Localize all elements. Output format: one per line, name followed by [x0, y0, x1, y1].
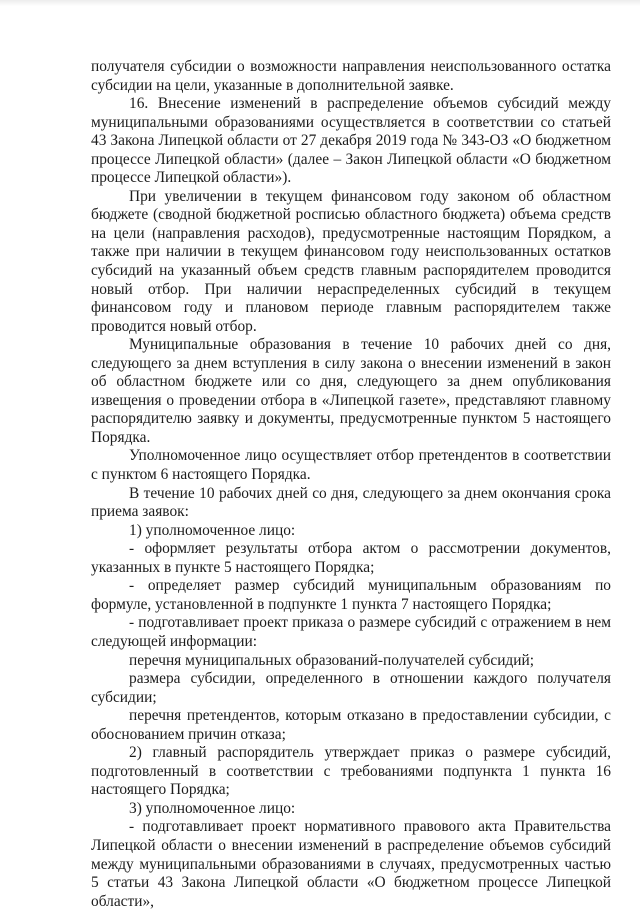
- paragraph-authorized-selection: Уполномоченное лицо осуществляет отбор претендентов в соответствии с пунктом 6 настоящего Порядка.: [91, 447, 611, 484]
- order-info-3: перечня претендентов, которым отказано в предоставлении субсидии, с обоснованием причин отказа;: [91, 707, 611, 743]
- list-item-1: 1) уполномоченное лицо:: [129, 521, 296, 539]
- list-item-3-dash-1: - подготавливает проект нормативного правового акта Правительства Липецкой области о внесении изменений в распределение объемов субсидий между муниципальными образованиями в случаях, предусмотренных частью 5 статьи 43 Закона Липецкой области «О бюджетном процессе Липецкой области»,: [91, 818, 611, 910]
- document-body: [91, 58, 611, 911]
- list-item-2: 2) главный распорядитель утверждает приказ о размере субсидий, подготовленный в соответствии с требованиями подпункта 1 пункта 16 настоящего Порядка;: [91, 744, 611, 799]
- list-item-1-dash-1: - оформляет результаты отбора актом о рассмотрении документов, указанных в пункте 5 настоящего Порядка;: [91, 540, 611, 576]
- list-item-3: 3) уполномоченное лицо:: [129, 799, 296, 817]
- order-info-1: перечня муниципальных образований-получателей субсидий;: [129, 651, 535, 669]
- list-item-1-dash-3: - подготавливает проект приказа о размере субсидий с отражением в нем следующей информации:: [91, 614, 611, 650]
- list-item-1-dash-2: - определяет размер субсидий муниципальным образованиям по формуле, установленной в подпункте 1 пункта 7 настоящего Порядка;: [91, 577, 611, 613]
- paragraph-clause-16: 16. Внесение изменений в распределение объемов субсидий между муниципальными образованиями осуществляется в соответствии со статьей 43 Закона Липецкой области от 27 декабря 2019 года № 343-ОЗ «О бюджетном процессе Липецкой области» (далее – Закон Липецкой области «О бюджетном процессе Липецкой области»).: [91, 95, 611, 187]
- paragraph-new-selection: При увеличении в текущем финансовом году законом об областном бюджете (сводной бюджетной росписью областного бюджета) объема средств на цели (направления расходов), предусмотренные настоящим Порядком, а также при наличии в текущем финансовом году неиспользованных остатков субсидий на указанный объем средств главным распорядителем проводится новый отбор. При наличии нераспределенных субсидий в текущем финансовом году и плановом периоде главным распорядителем также проводится новый отбор.: [91, 187, 611, 335]
- paragraph-municipal-application: Муниципальные образования в течение 10 рабочих дней со дня, следующего за днем вступления в силу закона о внесении изменений в закон об областном бюджете или со дня, следующего за днем опубликования извещения о проведении отбора в «Липецкой газете», представляют главному распорядителю заявку и документы, предусмотренные пунктом 5 настоящего Порядка.: [91, 336, 611, 446]
- order-info-2: размера субсидии, определенного в отношении каждого получателя субсидии;: [91, 670, 611, 706]
- scan-top-edge: [0, 0, 640, 6]
- paragraph-continuation: получателя субсидии о возможности направления неиспользованного остатка субсидии на цели, указанные в дополнительной заявке.: [91, 58, 611, 94]
- paragraph-ten-days: В течение 10 рабочих дней со дня, следующего за днем окончания срока приема заявок:: [91, 484, 611, 521]
